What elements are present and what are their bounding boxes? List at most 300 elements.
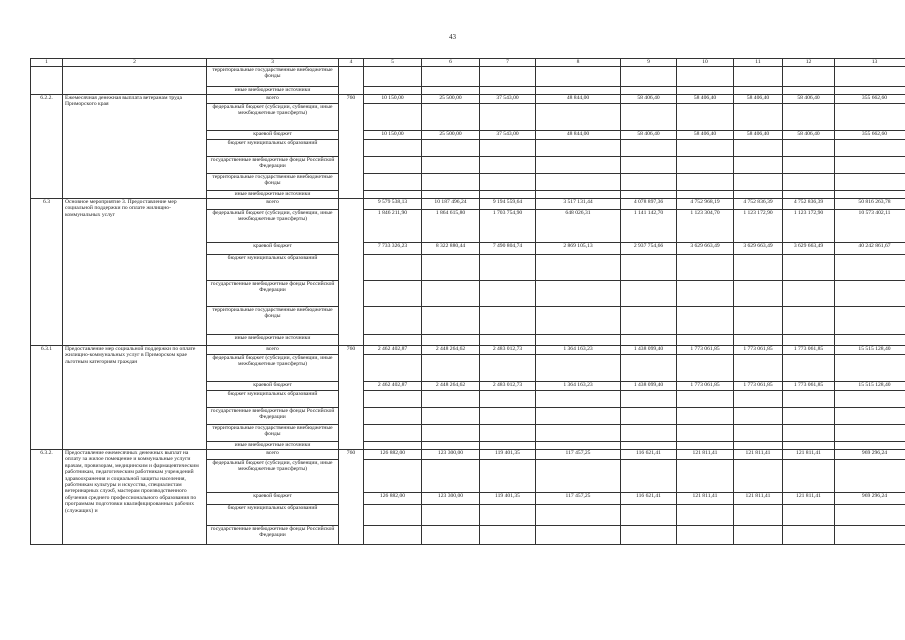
- funding-source: иные внебюджетные источники: [207, 191, 339, 199]
- amount-cell: [621, 335, 677, 346]
- amount-cell: [783, 174, 835, 191]
- amount-cell: [835, 157, 905, 174]
- funding-source: территориальные государственные внебюджетные фонды: [207, 425, 339, 442]
- amount-cell: 3 517 131,44: [536, 199, 621, 210]
- amount-cell: [734, 67, 783, 87]
- amount-cell: 58 406,40: [677, 131, 734, 140]
- amount-cell: [835, 174, 905, 191]
- amount-cell: [422, 460, 480, 493]
- column-number: 3: [207, 59, 339, 67]
- amount-cell: 355 662,60: [835, 131, 905, 140]
- amount-cell: [536, 442, 621, 450]
- amount-cell: [677, 255, 734, 281]
- amount-cell: 116 621,41: [621, 450, 677, 460]
- column-number: 10: [677, 59, 734, 67]
- amount-cell: [621, 104, 677, 131]
- amount-cell: [677, 408, 734, 425]
- amount-cell: [835, 281, 905, 307]
- funding-source: территориальные государственные внебюджетные фонды: [207, 174, 339, 191]
- amount-cell: [835, 505, 905, 526]
- amount-cell: 58 406,40: [783, 95, 835, 104]
- amount-cell: [783, 87, 835, 95]
- amount-cell: 121 811,41: [783, 493, 835, 505]
- amount-cell: [835, 460, 905, 493]
- amount-cell: [480, 140, 536, 157]
- amount-cell: [621, 391, 677, 408]
- amount-cell: [536, 408, 621, 425]
- amount-cell: 2 483 012,73: [480, 346, 536, 355]
- page-number: 43: [449, 33, 456, 41]
- amount-cell: 1 773 061,85: [783, 382, 835, 391]
- amount-cell: [783, 67, 835, 87]
- amount-cell: 1 364 163,23: [536, 346, 621, 355]
- funding-source: государственные внебюджетные фонды Российской Федерации: [207, 408, 339, 425]
- amount-cell: [734, 140, 783, 157]
- amount-cell: [621, 87, 677, 95]
- column-number: 2: [63, 59, 207, 67]
- amount-cell: [364, 442, 422, 450]
- amount-cell: [677, 104, 734, 131]
- amount-cell: [677, 442, 734, 450]
- amount-cell: 1 846 211,90: [364, 210, 422, 243]
- amount-cell: 1 141 142,70: [621, 210, 677, 243]
- funding-source: краевой бюджет: [207, 493, 339, 505]
- amount-cell: 1 438 099,40: [621, 346, 677, 355]
- amount-cell: 58 406,40: [783, 131, 835, 140]
- amount-cell: 648 026,31: [536, 210, 621, 243]
- amount-cell: [480, 174, 536, 191]
- amount-cell: [783, 391, 835, 408]
- item-name: Основное мероприятие 3. Предоставление мер социальной поддержки по оплате жилищно-коммунальных услуг: [63, 199, 207, 346]
- amount-cell: 4 752 836,39: [734, 199, 783, 210]
- amount-cell: 10 150,00: [364, 95, 422, 104]
- amount-cell: [621, 157, 677, 174]
- amount-cell: [422, 157, 480, 174]
- amount-cell: [364, 140, 422, 157]
- amount-cell: 7 490 804,74: [480, 243, 536, 255]
- amount-cell: [621, 505, 677, 526]
- amount-cell: [734, 526, 783, 545]
- table-row: [31, 67, 905, 87]
- funding-source: государственные внебюджетные фонды Российской Федерации: [207, 526, 339, 545]
- amount-cell: 8 322 880,44: [422, 243, 480, 255]
- amount-cell: [422, 408, 480, 425]
- amount-cell: [536, 335, 621, 346]
- amount-cell: [677, 460, 734, 493]
- amount-cell: 10 150,00: [364, 131, 422, 140]
- amount-cell: [835, 442, 905, 450]
- amount-cell: 1 123 172,90: [734, 210, 783, 243]
- amount-cell: [734, 157, 783, 174]
- amount-cell: [480, 425, 536, 442]
- amount-cell: [677, 526, 734, 545]
- amount-cell: 2 448 264,62: [422, 346, 480, 355]
- amount-cell: [480, 408, 536, 425]
- amount-cell: [364, 505, 422, 526]
- amount-cell: [422, 281, 480, 307]
- column-number: 6: [422, 59, 480, 67]
- amount-cell: [677, 191, 734, 199]
- amount-cell: 4 752 968,19: [677, 199, 734, 210]
- amount-cell: [422, 335, 480, 346]
- amount-cell: [734, 255, 783, 281]
- amount-cell: [480, 281, 536, 307]
- funding-source: краевой бюджет: [207, 131, 339, 140]
- amount-cell: [621, 442, 677, 450]
- funding-source: федеральный бюджет (субсидии, субвенции, иные межбюджетные трансферты): [207, 460, 339, 493]
- amount-cell: [734, 191, 783, 199]
- amount-cell: [536, 255, 621, 281]
- column-number: 7: [480, 59, 536, 67]
- amount-cell: [480, 157, 536, 174]
- amount-cell: [422, 104, 480, 131]
- amount-cell: 15 515 128,40: [835, 346, 905, 355]
- amount-cell: [364, 157, 422, 174]
- funding-source: территориальные государственные внебюджетные фонды: [207, 67, 339, 87]
- amount-cell: 121 811,41: [677, 493, 734, 505]
- amount-cell: [734, 307, 783, 335]
- amount-cell: [364, 191, 422, 199]
- amount-cell: [783, 460, 835, 493]
- amount-cell: [783, 140, 835, 157]
- amount-cell: [677, 87, 734, 95]
- table-row: [31, 450, 905, 460]
- column-number: 1: [31, 59, 63, 67]
- amount-cell: 37 543,00: [480, 95, 536, 104]
- amount-cell: 2 448 264,62: [422, 382, 480, 391]
- amount-cell: [364, 281, 422, 307]
- amount-cell: [734, 355, 783, 382]
- amount-cell: 1 773 061,85: [783, 346, 835, 355]
- item-code: 6.3: [31, 199, 63, 346]
- amount-cell: [536, 391, 621, 408]
- amount-cell: [835, 425, 905, 442]
- amount-cell: [621, 460, 677, 493]
- amount-cell: [621, 255, 677, 281]
- amount-cell: [621, 355, 677, 382]
- amount-cell: [480, 335, 536, 346]
- amount-cell: [734, 408, 783, 425]
- amount-cell: 2 869 105,13: [536, 243, 621, 255]
- amount-cell: [621, 174, 677, 191]
- amount-cell: [480, 442, 536, 450]
- amount-cell: 1 773 061,85: [734, 382, 783, 391]
- amount-cell: 2 937 754,66: [621, 243, 677, 255]
- amount-cell: [536, 140, 621, 157]
- item-name: [63, 67, 207, 95]
- amount-cell: [783, 191, 835, 199]
- amount-cell: [677, 391, 734, 408]
- amount-cell: 355 662,60: [835, 95, 905, 104]
- amount-cell: 1 703 754,90: [480, 210, 536, 243]
- amount-cell: 58 406,40: [734, 95, 783, 104]
- amount-cell: [783, 408, 835, 425]
- amount-cell: [783, 104, 835, 131]
- amount-cell: [677, 355, 734, 382]
- amount-cell: [677, 335, 734, 346]
- amount-cell: [783, 157, 835, 174]
- amount-cell: [621, 425, 677, 442]
- amount-cell: 117 457,25: [536, 493, 621, 505]
- amount-cell: [480, 355, 536, 382]
- amount-cell: [783, 255, 835, 281]
- amount-cell: 116 621,41: [621, 493, 677, 505]
- funding-source: краевой бюджет: [207, 382, 339, 391]
- column-number: 13: [835, 59, 905, 67]
- amount-cell: 9 194 559,64: [480, 199, 536, 210]
- funding-source: федеральный бюджет (субсидии, субвенции, иные межбюджетные трансферты): [207, 104, 339, 131]
- amount-cell: 969 296,24: [835, 493, 905, 505]
- amount-cell: [422, 191, 480, 199]
- amount-cell: 25 500,00: [422, 131, 480, 140]
- amount-cell: [783, 335, 835, 346]
- amount-cell: 1 773 061,85: [677, 346, 734, 355]
- amount-cell: [621, 191, 677, 199]
- amount-cell: [783, 442, 835, 450]
- item-name: Ежемесячная денежная выплата ветеранам труда Приморского края: [63, 95, 207, 199]
- amount-cell: [536, 174, 621, 191]
- amount-cell: 7 733 326,23: [364, 243, 422, 255]
- amount-cell: 2 483 012,73: [480, 382, 536, 391]
- column-number: 5: [364, 59, 422, 67]
- amount-cell: [480, 391, 536, 408]
- amount-cell: [536, 104, 621, 131]
- column-number-row: [31, 59, 905, 67]
- amount-cell: [835, 191, 905, 199]
- amount-cell: [835, 355, 905, 382]
- funding-source: федеральный бюджет (субсидии, субвенции, иные межбюджетные трансферты): [207, 355, 339, 382]
- item-name: Предоставление мер социальной поддержки по оплате жилищно-коммунальных услуг в Приморском крае льготным категориям граждан: [63, 346, 207, 450]
- amount-cell: 40 242 861,67: [835, 243, 905, 255]
- amount-cell: [677, 281, 734, 307]
- executor-code: [339, 199, 364, 346]
- amount-cell: [422, 526, 480, 545]
- amount-cell: 9 579 538,13: [364, 199, 422, 210]
- column-number: 8: [536, 59, 621, 67]
- amount-cell: [621, 408, 677, 425]
- amount-cell: 121 811,41: [734, 450, 783, 460]
- funding-source: государственные внебюджетные фонды Российской Федерации: [207, 157, 339, 174]
- item-code: [31, 67, 63, 95]
- amount-cell: 119 401,35: [480, 450, 536, 460]
- amount-cell: [783, 526, 835, 545]
- amount-cell: 10 573 402,11: [835, 210, 905, 243]
- amount-cell: 3 629 663,49: [783, 243, 835, 255]
- column-number: 12: [783, 59, 835, 67]
- amount-cell: 123 300,00: [422, 493, 480, 505]
- funding-source: всего: [207, 199, 339, 210]
- amount-cell: 1 773 061,85: [734, 346, 783, 355]
- amount-cell: [677, 425, 734, 442]
- amount-cell: [364, 425, 422, 442]
- amount-cell: [734, 391, 783, 408]
- amount-cell: [364, 391, 422, 408]
- amount-cell: 3 629 663,49: [677, 243, 734, 255]
- amount-cell: [835, 408, 905, 425]
- amount-cell: [783, 425, 835, 442]
- amount-cell: [422, 355, 480, 382]
- amount-cell: 117 457,25: [536, 450, 621, 460]
- amount-cell: 2 462 402,87: [364, 346, 422, 355]
- column-number: 9: [621, 59, 677, 67]
- amount-cell: 1 864 615,80: [422, 210, 480, 243]
- amount-cell: [536, 355, 621, 382]
- amount-cell: [536, 526, 621, 545]
- funding-source: всего: [207, 95, 339, 104]
- amount-cell: 50 816 263,78: [835, 199, 905, 210]
- funding-source: всего: [207, 346, 339, 355]
- amount-cell: [422, 174, 480, 191]
- amount-cell: 4 078 897,36: [621, 199, 677, 210]
- amount-cell: [835, 335, 905, 346]
- amount-cell: [677, 67, 734, 87]
- amount-cell: [783, 355, 835, 382]
- amount-cell: [422, 391, 480, 408]
- amount-cell: [536, 460, 621, 493]
- amount-cell: [480, 191, 536, 199]
- amount-cell: [734, 442, 783, 450]
- amount-cell: [677, 505, 734, 526]
- amount-cell: [835, 87, 905, 95]
- amount-cell: 10 187 496,24: [422, 199, 480, 210]
- funding-source: территориальные государственные внебюджетные фонды: [207, 307, 339, 335]
- amount-cell: [835, 255, 905, 281]
- amount-cell: [480, 67, 536, 87]
- amount-cell: [364, 67, 422, 87]
- amount-cell: [480, 87, 536, 95]
- amount-cell: [621, 526, 677, 545]
- amount-cell: 1 438 099,40: [621, 382, 677, 391]
- item-code: 6.3.2.: [31, 450, 63, 545]
- amount-cell: [536, 425, 621, 442]
- amount-cell: [734, 104, 783, 131]
- amount-cell: [422, 307, 480, 335]
- amount-cell: 3 629 663,49: [734, 243, 783, 255]
- funding-source: государственные внебюджетные фонды Российской Федерации: [207, 281, 339, 307]
- amount-cell: 37 543,00: [480, 131, 536, 140]
- amount-cell: 123 300,00: [422, 450, 480, 460]
- amount-cell: [422, 87, 480, 95]
- amount-cell: [734, 281, 783, 307]
- amount-cell: [422, 425, 480, 442]
- amount-cell: [536, 67, 621, 87]
- amount-cell: 969 296,24: [835, 450, 905, 460]
- amount-cell: 58 406,40: [734, 131, 783, 140]
- item-code: 6.2.2.: [31, 95, 63, 199]
- column-number: 4: [339, 59, 364, 67]
- amount-cell: [480, 307, 536, 335]
- funding-source: бюджет муниципальных образований: [207, 391, 339, 408]
- amount-cell: 1 773 061,85: [677, 382, 734, 391]
- executor-code: 760: [339, 450, 364, 545]
- funding-source: иные внебюджетные источники: [207, 442, 339, 450]
- amount-cell: [734, 174, 783, 191]
- amount-cell: [422, 140, 480, 157]
- amount-cell: [364, 104, 422, 131]
- table-row: [31, 199, 905, 210]
- amount-cell: 1 364 163,23: [536, 382, 621, 391]
- table-row: [31, 346, 905, 355]
- amount-cell: [621, 140, 677, 157]
- amount-cell: [835, 67, 905, 87]
- amount-cell: [536, 281, 621, 307]
- funding-source: иные внебюджетные источники: [207, 335, 339, 346]
- amount-cell: 4 752 836,39: [783, 199, 835, 210]
- amount-cell: 48 844,00: [536, 131, 621, 140]
- executor-code: 760: [339, 346, 364, 450]
- amount-cell: 2 462 402,87: [364, 382, 422, 391]
- amount-cell: [364, 87, 422, 95]
- amount-cell: 58 406,40: [621, 95, 677, 104]
- amount-cell: 121 811,41: [734, 493, 783, 505]
- amount-cell: [480, 255, 536, 281]
- amount-cell: 48 844,00: [536, 95, 621, 104]
- amount-cell: [734, 335, 783, 346]
- amount-cell: 126 882,00: [364, 493, 422, 505]
- amount-cell: [835, 104, 905, 131]
- amount-cell: [734, 460, 783, 493]
- amount-cell: 121 811,41: [783, 450, 835, 460]
- amount-cell: [422, 505, 480, 526]
- amount-cell: [677, 174, 734, 191]
- amount-cell: 119 401,35: [480, 493, 536, 505]
- amount-cell: [422, 442, 480, 450]
- amount-cell: [835, 526, 905, 545]
- amount-cell: [364, 174, 422, 191]
- amount-cell: [621, 281, 677, 307]
- amount-cell: [734, 505, 783, 526]
- amount-cell: [364, 460, 422, 493]
- budget-table: [30, 58, 905, 545]
- amount-cell: [783, 281, 835, 307]
- executor-code: 760: [339, 95, 364, 199]
- item-code: 6.3.1: [31, 346, 63, 450]
- funding-source: федеральный бюджет (субсидии, субвенции, иные межбюджетные трансферты): [207, 210, 339, 243]
- amount-cell: [783, 505, 835, 526]
- amount-cell: 15 515 128,40: [835, 382, 905, 391]
- amount-cell: 58 406,40: [677, 95, 734, 104]
- amount-cell: [734, 87, 783, 95]
- funding-source: бюджет муниципальных образований: [207, 505, 339, 526]
- amount-cell: [364, 307, 422, 335]
- amount-cell: [835, 140, 905, 157]
- amount-cell: [734, 425, 783, 442]
- amount-cell: [677, 157, 734, 174]
- amount-cell: [364, 335, 422, 346]
- amount-cell: [536, 191, 621, 199]
- amount-cell: [677, 140, 734, 157]
- amount-cell: [835, 391, 905, 408]
- column-number: 11: [734, 59, 783, 67]
- amount-cell: [536, 505, 621, 526]
- item-name: Предоставление ежемесячных денежных выплат на оплату за жилое помещение и коммунальные услуги врачам, провизорам, медицинским и фармацевтическим работникам, педагогическим работникам учреждений здравоохранения и социальной защиты населения, работникам культуры и искусства, специалистам ветеринарных служб, мастерам производственного обучения среднего профессионального образования по программам подготовки квалифицированных рабочих (служащих) и: [63, 450, 207, 545]
- amount-cell: [364, 355, 422, 382]
- amount-cell: [536, 307, 621, 335]
- amount-cell: 126 882,00: [364, 450, 422, 460]
- amount-cell: 1 123 172,90: [783, 210, 835, 243]
- amount-cell: 121 811,41: [677, 450, 734, 460]
- amount-cell: [422, 67, 480, 87]
- amount-cell: [364, 408, 422, 425]
- amount-cell: [480, 460, 536, 493]
- executor-code: [339, 67, 364, 95]
- amount-cell: [835, 307, 905, 335]
- amount-cell: [422, 255, 480, 281]
- amount-cell: [621, 307, 677, 335]
- amount-cell: 1 123 304,70: [677, 210, 734, 243]
- funding-source: всего: [207, 450, 339, 460]
- amount-cell: [480, 104, 536, 131]
